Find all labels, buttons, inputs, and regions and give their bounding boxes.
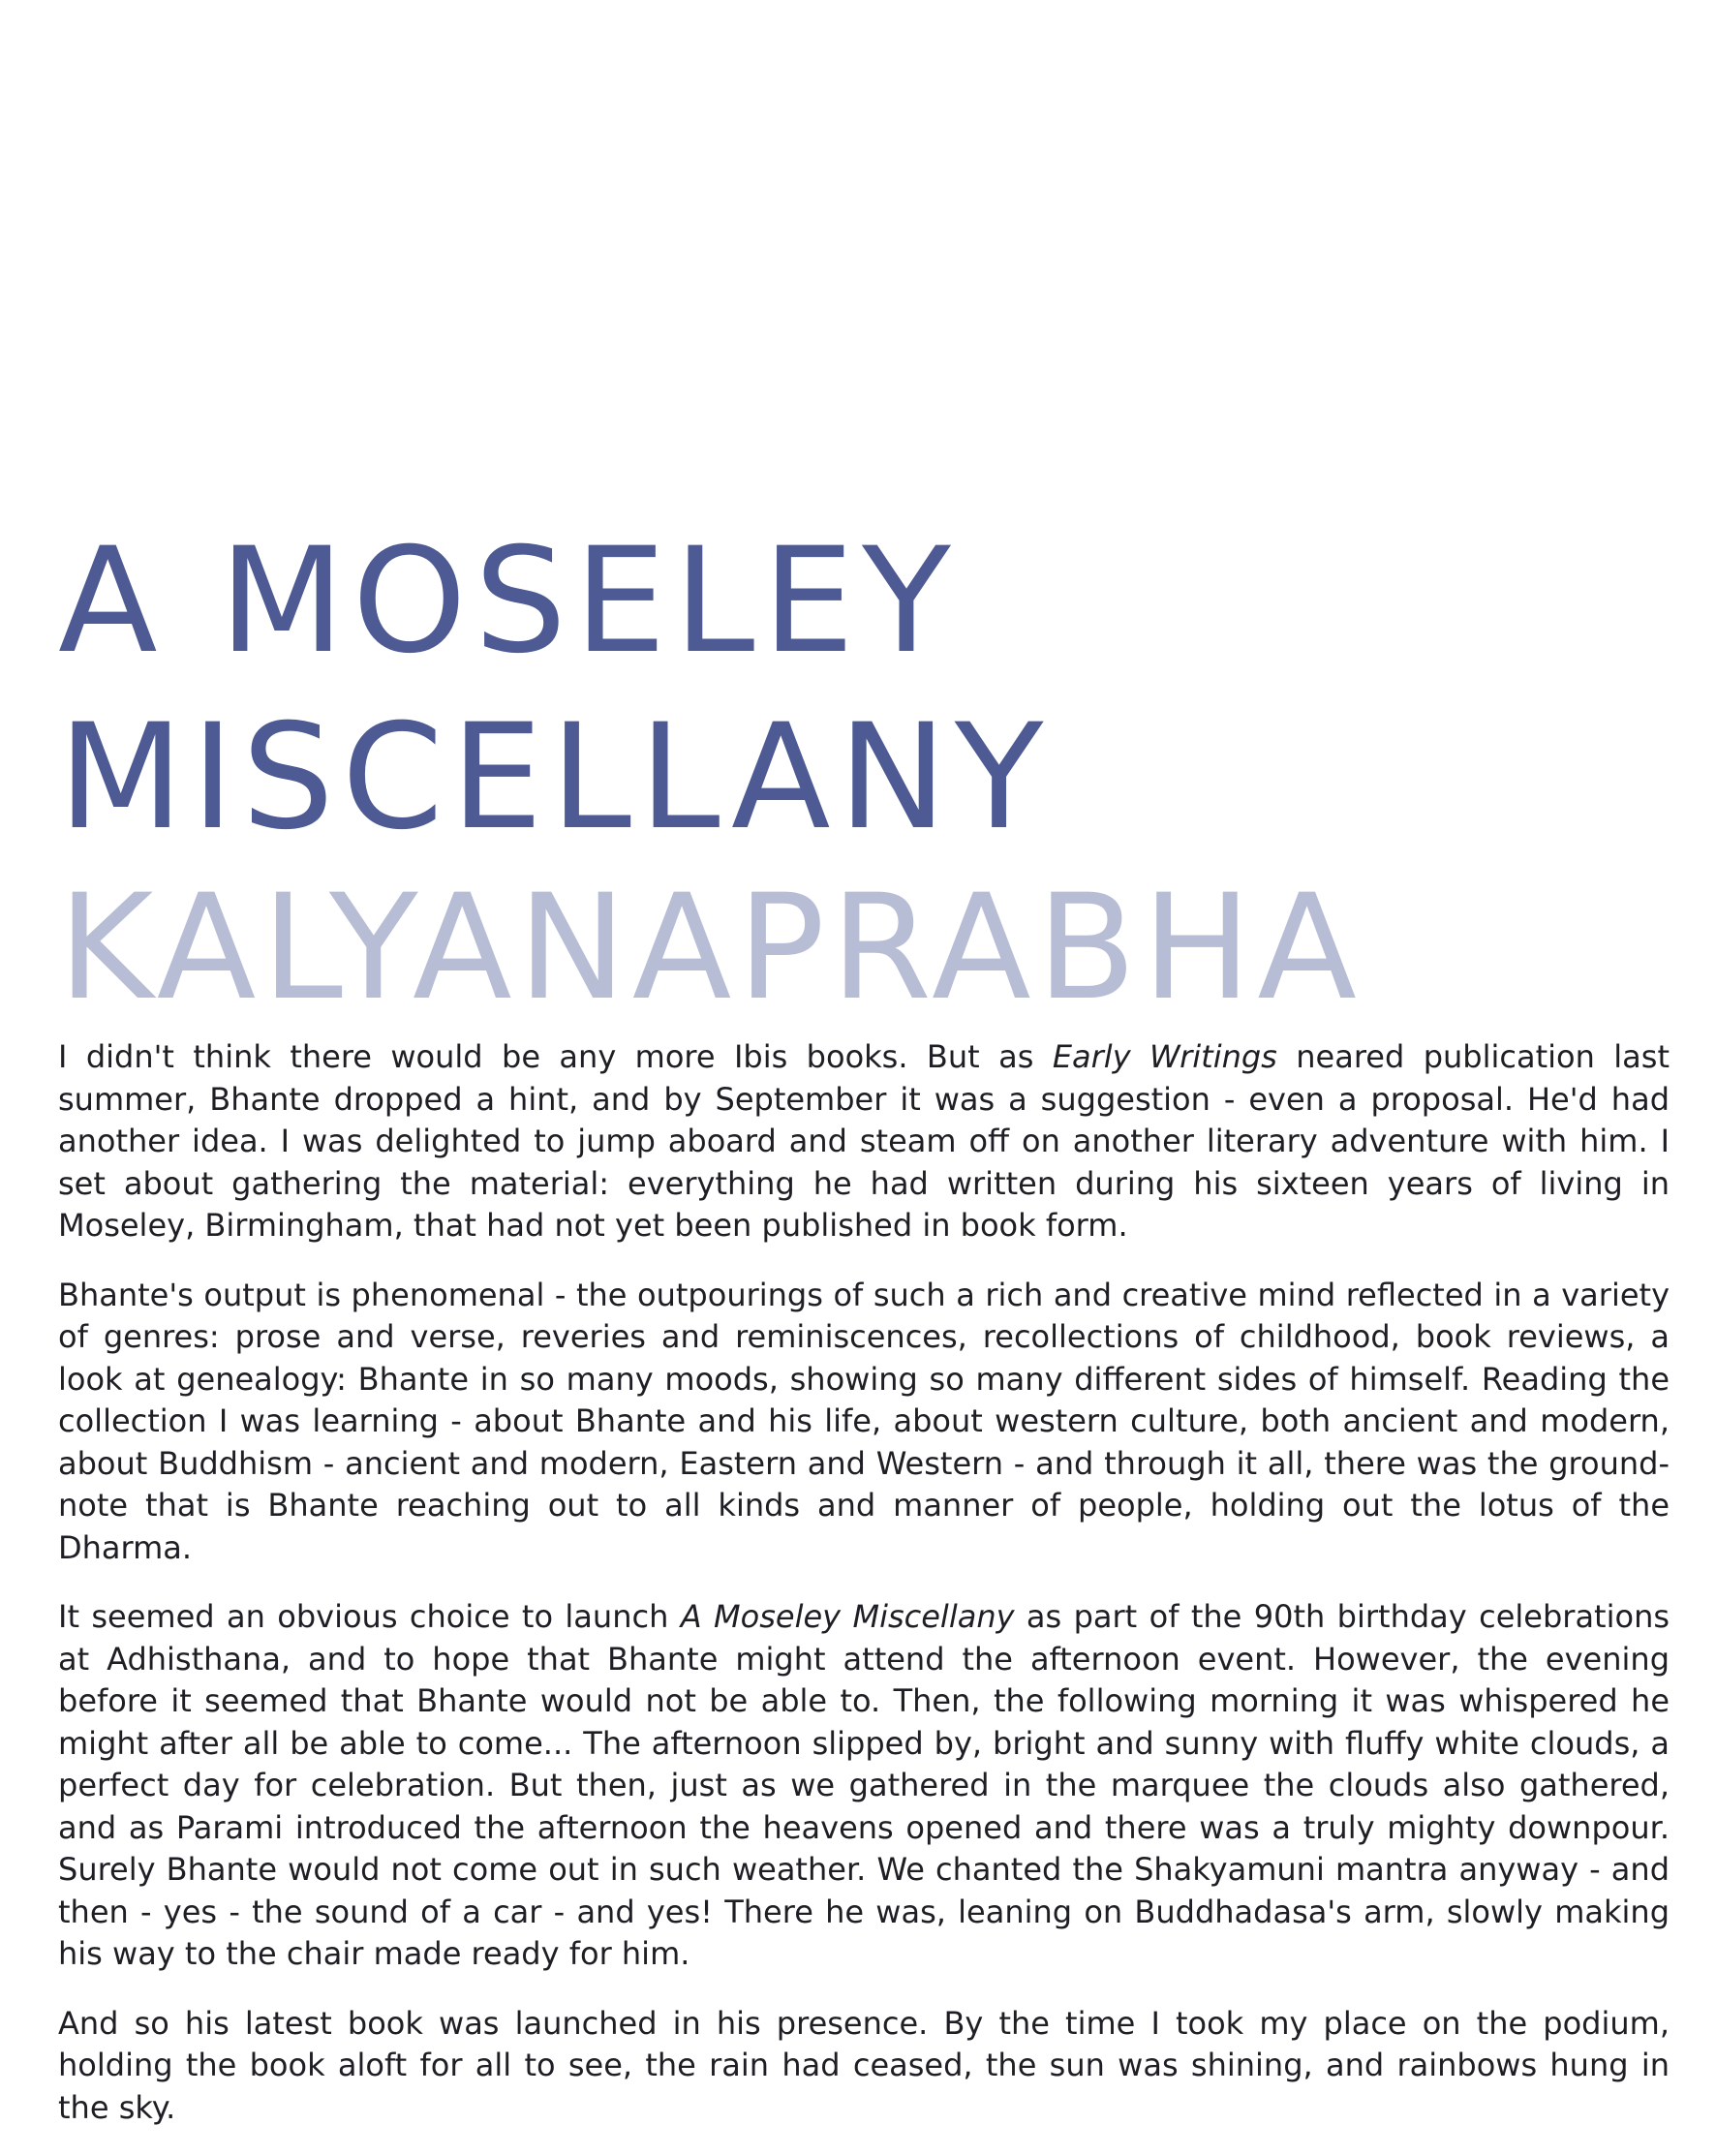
article-body [58, 1036, 1670, 2129]
book-title-early-writings: Early Writings [1052, 1038, 1277, 1075]
book-title-moseley-miscellany: A Moseley Miscellany [680, 1598, 1015, 1635]
paragraph-3-text-cont: as part of the 90th birthday celebrations at Adhisthana, and to hope that Bhante might attend the afternoon event. However, the evening before it seemed that Bhante would not be able to. Then, the following morning it was whispered he might after all be able to come... The afternoon slipped by, bright and sunny with fluffy white clouds, a perfect day for celebration. But then, just as we gathered in the marquee the clouds also gathered, and as Parami introduced the afternoon the heavens opened and there was a truly mighty downpour. Surely Bhante would not come out in such weather. We chanted the Shakyamuni mantra anyway - and then - yes - the sound of a car - and yes! There he was, leaning on Buddhadasa's arm, slowly making his way to the chair made ready for him. [58, 1598, 1670, 1972]
paragraph-2 [58, 1275, 1670, 1570]
title-line-2: MISCELLANY [58, 693, 1052, 862]
article [58, 513, 1670, 2156]
paragraph-1-text-cont: neared publication last summer, Bhante dropped a hint, and by September it was a suggestion - even a proposal. He'd had another idea. I was delighted to jump aboard and steam off on another literary adventure with him. I set about gathering the material: everything he had written during his sixteen years of living in Moseley, Birmingham, that had not yet been published in book form. [58, 1038, 1670, 1244]
title-line-1: A MOSELEY [58, 517, 959, 686]
author-name: KALYANAPRABHA [58, 864, 1363, 1032]
paragraph-2-text: Bhante's output is phenomenal - the outpourings of such a rich and creative mind reflected in a variety of genres: prose and verse, reveries and reminiscences, recollections of childhood, book reviews, a look at genealogy: Bhante in so many moods, showing so many different sides of himself. Reading the collection I was learning - about Bhante and his life, about western culture, both ancient and modern, about Buddhism - ancient and modern, Eastern and Western - and through it all, there was the ground-note that is Bhante reaching out to all kinds and manner of people, holding out the lotus of the Dharma. [58, 1276, 1670, 1566]
paragraph-1-text: I didn't think there would be any more Ibis books. But as [58, 1038, 1053, 1075]
paragraph-3-text: It seemed an obvious choice to launch [58, 1598, 681, 1635]
paragraph-3 [58, 1596, 1670, 1976]
paragraph-4 [58, 2003, 1670, 2130]
paragraph-1 [58, 1036, 1670, 1247]
paragraph-4-text: And so his latest book was launched in his presence. By the time I took my place on the podium, holding the book aloft for all to see, the rain had ceased, the sun was shining, and rainbows hung in the sky. [58, 2004, 1670, 2126]
article-title [58, 513, 1670, 866]
